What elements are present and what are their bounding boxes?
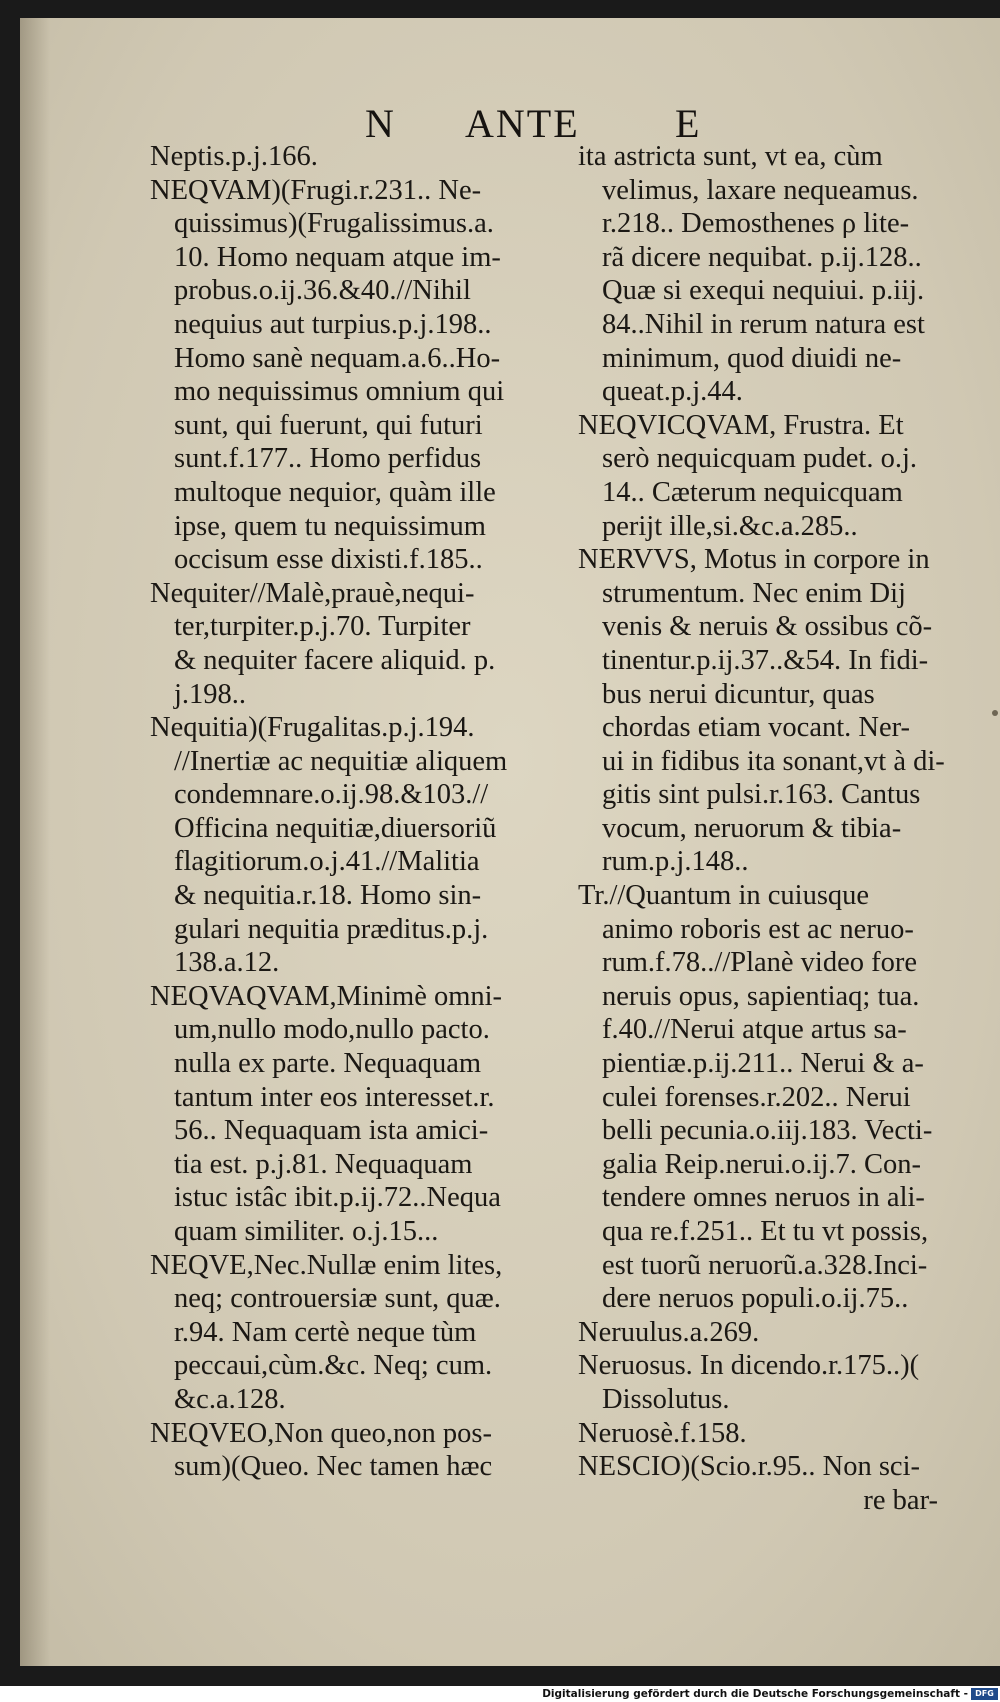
entry-line: re bar-: [863, 1484, 938, 1516]
entry-line: & nequitia.r.18. Homo sin-: [174, 880, 482, 912]
dictionary-entry: [150, 1417, 560, 1484]
entry-line: 10. Homo nequam atque im-: [174, 241, 501, 273]
entry-line: NEQVE,Nec.Nullæ enim lites,: [150, 1249, 503, 1281]
entry-line: Tr.//Quantum in cuiusque: [578, 880, 870, 912]
entry-line: istuc istâc ibit.p.ij.72..Nequa: [174, 1182, 501, 1214]
entry-line: f.40.//Nerui atque artus sa-: [602, 1014, 907, 1046]
entry-line: ita astricta sunt, vt ea, cùm: [578, 141, 883, 172]
entry-line: Neruosè.f.158.: [578, 1417, 747, 1449]
entry-line: sunt.f.177.. Homo perfidus: [174, 443, 482, 475]
dictionary-entry: [578, 1316, 978, 1350]
entry-line: ipse, quem tu nequissimum: [174, 510, 486, 542]
entry-line: Nequiter//Malè,prauè,nequi-: [150, 577, 475, 609]
entry-line: tinentur.p.ij.37..&54. In fidi-: [602, 644, 929, 676]
entry-line: serò nequicquam pudet. o.j.: [602, 443, 918, 475]
entry-line: perijt ille,si.&c.a.285..: [602, 510, 858, 542]
entry-line: Nequitia)(Frugalitas.p.j.194.: [150, 712, 475, 744]
entry-line: & nequiter facere aliquid. p.: [174, 644, 496, 676]
entry-line: ter,turpiter.p.j.70. Turpiter: [174, 611, 471, 643]
entry-line: NERVVS, Motus in corpore in: [578, 544, 930, 576]
entry-line: //Inertiæ ac nequitiæ aliquem: [174, 745, 508, 777]
entry-line: animo roboris est ac neruo-: [602, 913, 914, 945]
entry-line: rum.f.78..//Planè video fore: [602, 947, 918, 979]
dictionary-entry: [150, 980, 560, 1249]
footer-credit: Digitalisierung gefördert durch die Deutsche Forschungsgemeinschaft -: [542, 1688, 968, 1700]
right-column: [578, 140, 978, 1517]
entry-line: nequius aut turpius.p.j.198..: [174, 308, 492, 340]
entry-line: condemnare.o.ij.98.&103.//: [174, 779, 489, 811]
left-column: [150, 140, 560, 1484]
dictionary-entry: [150, 711, 560, 980]
entry-line: tendere omnes neruos in ali-: [602, 1182, 925, 1214]
dictionary-entry: [578, 140, 978, 409]
entry-line: minimum, quod diuidi ne-: [602, 342, 902, 374]
entry-line: tia est. p.j.81. Nequaquam: [174, 1148, 473, 1180]
dictionary-entry: [578, 1450, 978, 1517]
entry-line: Quæ si exequi nequiui. p.iij.: [602, 275, 925, 307]
entry-line: nulla ex parte. Nequaquam: [174, 1048, 482, 1080]
entry-line: probus.o.ij.36.&40.//Nihil: [174, 275, 471, 307]
entry-line: NEQVAM)(Frugi.r.231.. Ne-: [150, 174, 482, 206]
entry-line: NEQVEO,Non queo,non pos-: [150, 1417, 492, 1449]
entry-line: qua re.f.251.. Et tu vt possis,: [602, 1216, 929, 1247]
entry-line: bus nerui dicuntur, quas: [602, 678, 875, 710]
entry-line: Homo sanè nequam.a.6..Ho-: [174, 342, 501, 374]
entry-line: gitis sint pulsi.r.163. Cantus: [602, 779, 921, 811]
entry-line: neq; controuersiæ sunt, quæ.: [174, 1283, 501, 1315]
dictionary-entry: [578, 409, 978, 543]
entry-line: peccaui,cùm.&c. Neq; cum.: [174, 1350, 493, 1382]
entry-line: &c.a.128.: [174, 1383, 286, 1415]
entry-line: neruis opus, sapientiaq; tua.: [602, 980, 920, 1012]
entry-line: Dissolutus.: [602, 1383, 730, 1415]
entry-line: rã dicere nequibat. p.ij.128..: [602, 241, 922, 273]
dfg-logo: DFG: [971, 1688, 998, 1700]
entry-line: NEQVAQVAM,Minimè omni-: [150, 980, 503, 1012]
entry-line: r.94. Nam certè neque tùm: [174, 1316, 477, 1348]
entry-line: NESCIO)(Scio.r.95.. Non sci-: [578, 1451, 920, 1483]
entry-line: 138.a.12.: [174, 947, 280, 979]
entry-line: Officina nequitiæ,diuersoriũ: [174, 812, 497, 844]
entry-line: belli pecunia.o.iij.183. Vecti-: [602, 1115, 933, 1147]
entry-line: j.198..: [174, 678, 247, 710]
entry-line: velimus, laxare nequeamus.: [602, 174, 919, 206]
entry-line: dere neruos populi.o.ij.75..: [602, 1283, 909, 1315]
dictionary-entry: [578, 879, 978, 1316]
margin-mark: [992, 710, 998, 716]
entry-line: 56.. Nequaquam ista amici-: [174, 1115, 489, 1147]
entry-line: 14.. Cæterum nequicquam: [602, 476, 903, 508]
entry-line: multoque nequior, quàm ille: [174, 476, 496, 508]
entry-line: vocum, neruorum & tibia-: [602, 812, 902, 844]
dictionary-entry: [578, 1417, 978, 1451]
dictionary-entry: [150, 140, 560, 174]
entry-line: ui in fidibus ita sonant,vt à di-: [602, 745, 945, 777]
entry-line: galia Reip.nerui.o.ij.7. Con-: [602, 1148, 921, 1180]
entry-line: Neruosus. In dicendo.r.175..)(: [578, 1350, 920, 1382]
running-head-letter: N: [365, 101, 396, 146]
entry-line: quissimus)(Frugalissimus.a.: [174, 208, 494, 240]
entry-line: quam similiter. o.j.15...: [174, 1216, 439, 1247]
entry-line: Neruulus.a.269.: [578, 1316, 760, 1348]
entry-line: r.218.. Demosthenes ρ lite-: [602, 208, 910, 240]
dictionary-entry: [150, 174, 560, 577]
dictionary-entry: [150, 1249, 560, 1417]
entry-line: sum)(Queo. Nec tamen hæc: [174, 1451, 493, 1483]
entry-line: 84..Nihil in rerum natura est: [602, 308, 925, 340]
running-head-word: ANTE: [465, 101, 580, 146]
dictionary-entry: [578, 1349, 978, 1416]
entry-line: occisum esse dixisti.f.185..: [174, 544, 483, 576]
entry-line: NEQVICQVAM, Frustra. Et: [578, 409, 904, 441]
entry-line: pientiæ.p.ij.211.. Nerui & a-: [602, 1048, 924, 1080]
entry-line: venis & neruis & ossibus cõ-: [602, 611, 933, 643]
entry-line: strumentum. Nec enim Dij: [602, 577, 906, 609]
entry-line: flagitiorum.o.j.41.//Malitia: [174, 846, 480, 878]
entry-line: est tuorũ neruorũ.a.328.Inci-: [602, 1249, 928, 1281]
page-gutter-shadow: [20, 18, 50, 1666]
entry-line: Neptis.p.j.166.: [150, 141, 318, 172]
entry-line: gulari nequitia præditus.p.j.: [174, 913, 489, 945]
running-head-next: E: [675, 101, 702, 146]
entry-line: mo nequissimus omnium qui: [174, 376, 505, 408]
dictionary-entry: [150, 577, 560, 711]
entry-line: chordas etiam vocant. Ner-: [602, 712, 911, 744]
entry-line: um,nullo modo,nullo pacto.: [174, 1014, 490, 1046]
entry-line: culei forenses.r.202.. Nerui: [602, 1081, 911, 1113]
dictionary-entry: [578, 543, 978, 879]
entry-line: rum.p.j.148..: [602, 846, 749, 878]
entry-line: tantum inter eos interesset.r.: [174, 1081, 495, 1113]
entry-line: queat.p.j.44.: [602, 376, 743, 408]
entry-line: sunt, qui fuerunt, qui futuri: [174, 409, 483, 441]
